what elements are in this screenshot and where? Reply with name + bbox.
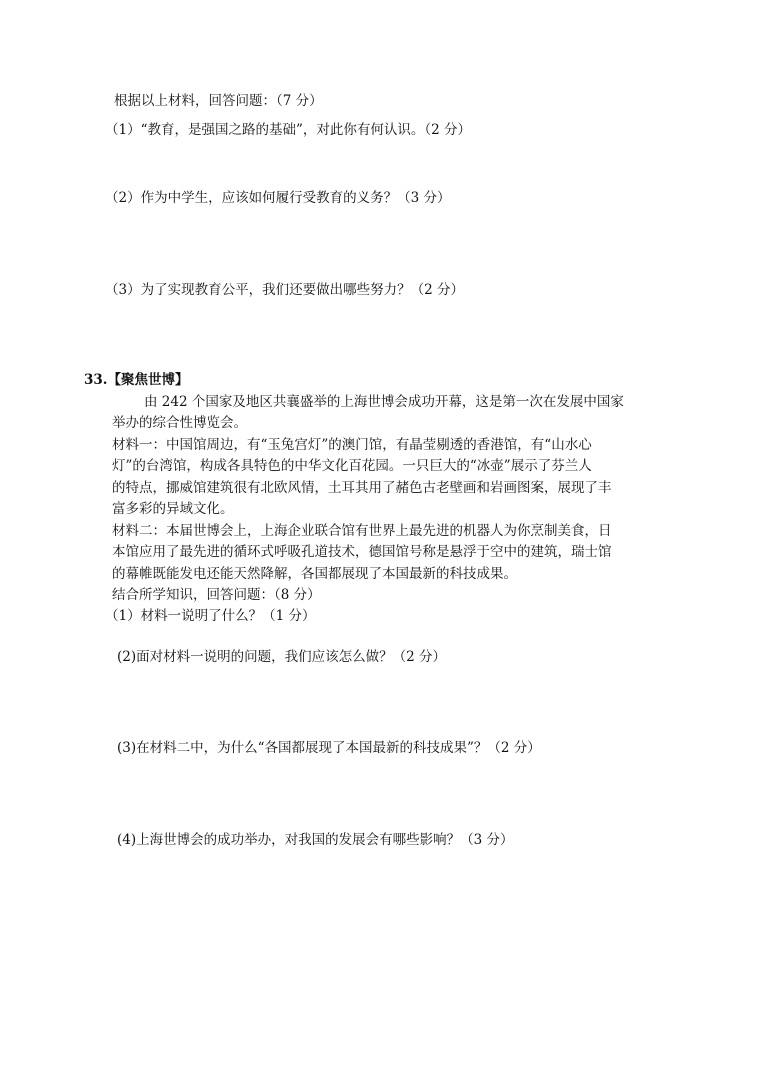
question-title: 【聚焦世博】 bbox=[107, 372, 189, 388]
material2-line-2: 本馆应用了最先进的循环式呼吸孔道技术，德国馆号称是悬浮于空中的建筑，瑞士馆 bbox=[112, 544, 612, 560]
material1-line-2: 灯”的台湾馆，构成各具特色的中华文化百花园。一只巨大的“冰壶”展示了芬兰人 bbox=[112, 458, 592, 474]
part1-question-2: （2）作为中学生，应该如何履行受教育的义务？（3 分） bbox=[105, 190, 451, 206]
material1-line-3: 的特点，挪威馆建筑很有北欧风情，土耳其用了赭色古老壁画和岩画图案，展现了丰 bbox=[112, 480, 612, 496]
sub-question-1: （1）材料一说明了什么？（1 分） bbox=[105, 608, 316, 624]
sub-question-2: (2)面对材料一说明的问题，我们应该怎么做？（2 分） bbox=[117, 649, 447, 665]
question-number: 33. bbox=[84, 372, 108, 388]
sub-question-4: (4)上海世博会的成功举办，对我国的发展会有哪些影响？（3 分） bbox=[117, 832, 514, 848]
part1-question-1: （1）“教育，是强国之路的基础”，对此你有何认识。（2 分） bbox=[105, 122, 472, 138]
question-33-heading bbox=[84, 371, 189, 389]
sub-question-3: (3)在材料二中，为什么“各国都展现了本国最新的科技成果”？（2 分） bbox=[117, 740, 541, 756]
intro-line-1: 由 242 个国家及地区共襄盛举的上海世博会成功开幕，这是第一次在发展中国家 bbox=[144, 394, 624, 410]
material2-line-1: 材料二：本届世博会上，上海企业联合馆有世界上最先进的机器人为你烹制美食，日 bbox=[112, 523, 612, 539]
part1-intro: 根据以上材料，回答问题：（7 分） bbox=[114, 93, 323, 109]
part1-question-3: （3）为了实现教育公平，我们还要做出哪些努力？（2 分） bbox=[105, 282, 464, 298]
material2-line-3: 的幕帷既能发电还能天然降解，各国都展现了本国最新的科技成果。 bbox=[112, 566, 517, 582]
intro-line-2: 举办的综合性博览会。 bbox=[112, 415, 247, 431]
answer-prompt: 结合所学知识，回答问题：（8 分） bbox=[112, 587, 321, 603]
material1-line-4: 富多彩的异域文化。 bbox=[112, 501, 234, 517]
material1-line-1: 材料一：中国馆周边，有“玉兔宫灯”的澳门馆，有晶莹剔透的香港馆，有“山水心 bbox=[112, 437, 592, 453]
